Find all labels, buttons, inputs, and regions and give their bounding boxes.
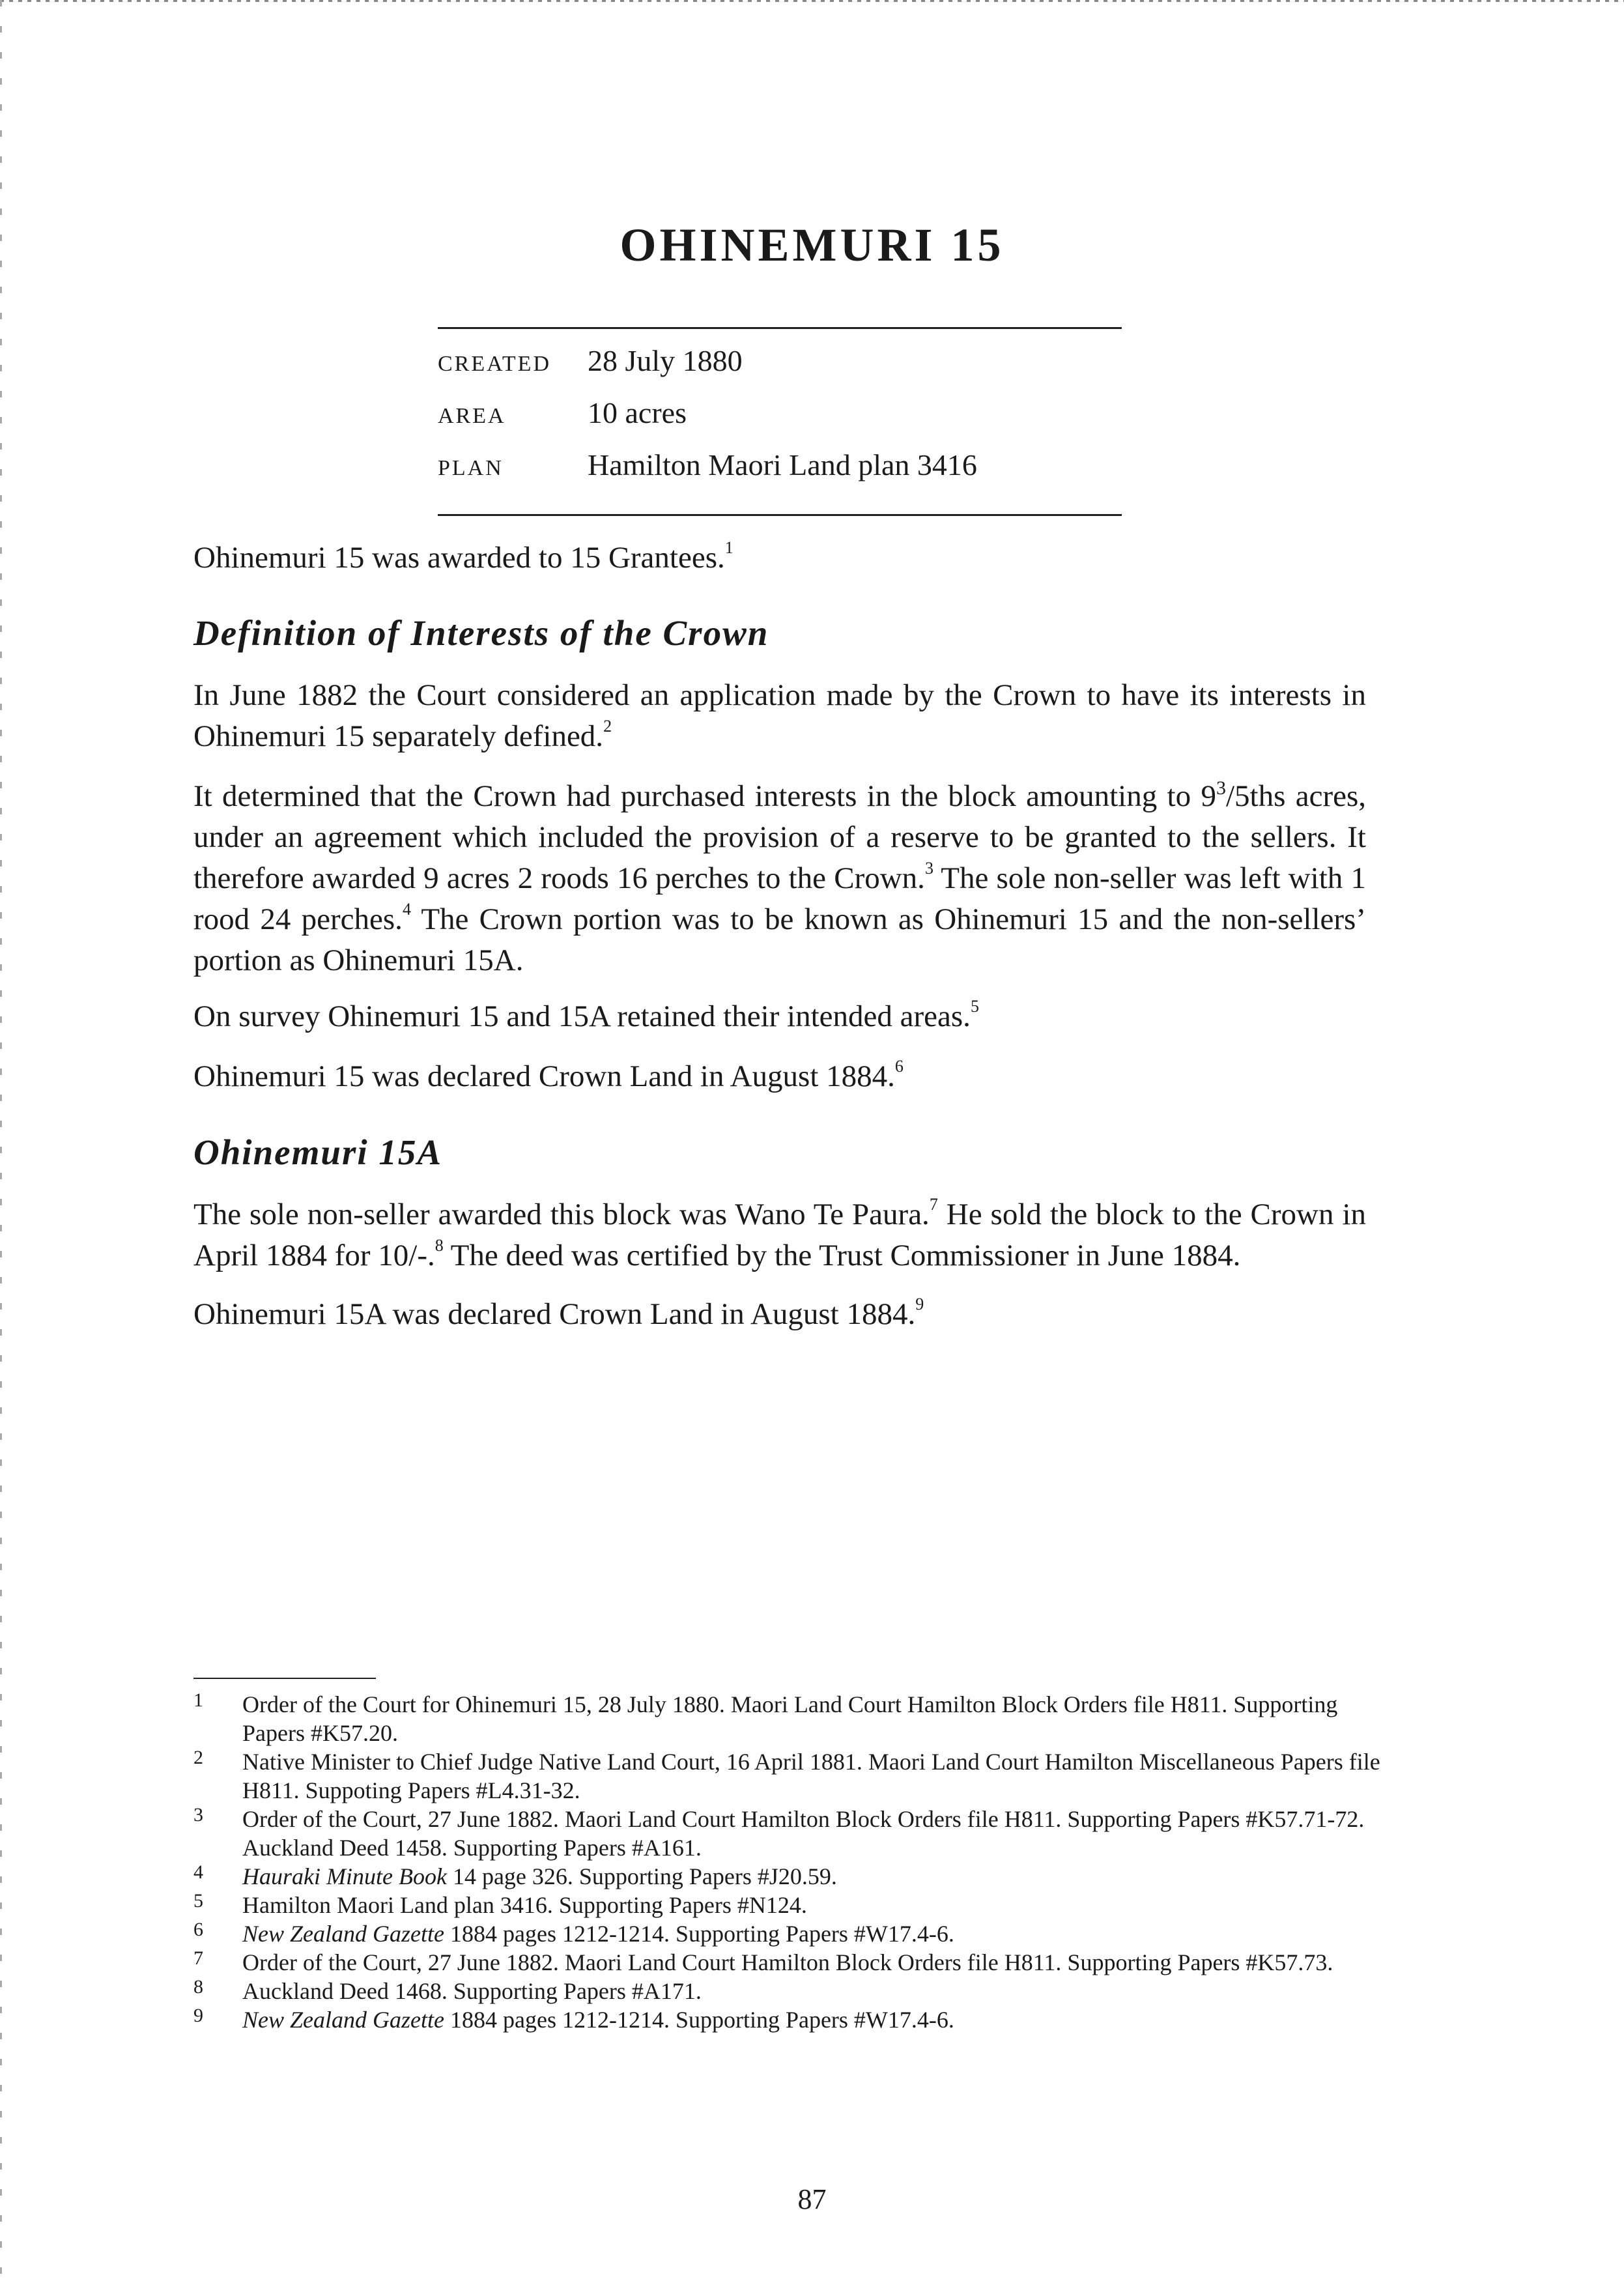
meta-row-plan — [438, 448, 1122, 500]
footnote-text: Hamilton Maori Land plan 3416. Supporting Papers #N124. — [242, 1892, 807, 1918]
paragraph-text: Ohinemuri 15A was declared Crown Land in August 1884. — [193, 1297, 916, 1331]
crown-paragraph-2 — [193, 776, 1366, 981]
footnotes — [193, 1690, 1392, 2034]
paragraph-text: Ohinemuri 15 was declared Crown Land in August 1884. — [193, 1059, 895, 1093]
paragraph-text: /5ths acres, under an agreement which included the provision of a reserve to be granted to the sellers. It therefore awarded 9 acres 2 roods 16 perches to the Crown. — [193, 779, 1366, 895]
footnote-item — [193, 1747, 1392, 1805]
meta-label: CREATED — [438, 352, 551, 376]
footnote-item — [193, 1862, 1392, 1891]
footnote-text: Auckland Deed 1468. Supporting Papers #A171. — [242, 1978, 702, 2004]
crown-paragraph-1 — [193, 675, 1366, 757]
meta-value: 28 July 1880 — [588, 344, 743, 377]
footnote-text: New Zealand Gazette 1884 pages 1212-1214. Supporting Papers #W17.4-6. — [242, 1921, 954, 1947]
footnote-text: Auckland Deed 1458. Supporting Papers #A161. — [242, 1835, 702, 1861]
footnote-ref[interactable]: 9 — [915, 1295, 924, 1313]
meta-value: Hamilton Maori Land plan 3416 — [588, 448, 977, 481]
page-number: 87 — [797, 2183, 827, 2215]
footnote-ref[interactable]: 1 — [724, 538, 734, 557]
footnote-number: 1 — [193, 1689, 203, 1711]
footnote-text: Order of the Court for Ohinemuri 15, 28 July 1880. Maori Land Court Hamilton Block Orders file H811. Supporting Papers #K57.20. — [242, 1691, 1338, 1746]
footnote-item — [193, 1948, 1392, 1977]
footnote-text: New Zealand Gazette 1884 pages 1212-1214. Supporting Papers #W17.4-6. — [242, 2007, 954, 2033]
footnote-ref[interactable]: 4 — [402, 900, 411, 919]
footnote-number: 7 — [193, 1947, 203, 1969]
footnote-item — [193, 1919, 1392, 1948]
footnote-number: 3 — [193, 1804, 203, 1826]
intro-text: Ohinemuri 15 was awarded to 15 Grantees. — [193, 541, 725, 575]
section-heading-crown: Definition of Interests of the Crown — [193, 613, 769, 653]
section-15a-paragraph-1 — [193, 1194, 1366, 1276]
meta-value: 10 acres — [588, 396, 687, 429]
page-top-edge — [0, 0, 1624, 2]
footnote-item — [193, 1690, 1392, 1747]
footnote-text: Native Minister to Chief Judge Native Land Court, 16 April 1881. Maori Land Court Hamilton Miscellaneous Papers file H811. Suppoting Papers #L4.31-32. — [242, 1749, 1380, 1803]
footnote-text: Hauraki Minute Book 14 page 326. Supporting Papers #J20.59. — [242, 1863, 837, 1889]
footnote-number: 4 — [193, 1861, 203, 1883]
footnote-ref[interactable]: 5 — [970, 997, 979, 1016]
footnote-ref[interactable]: 3 — [924, 859, 933, 878]
footnote-item — [193, 2005, 1392, 2034]
paragraph-text: On survey Ohinemuri 15 and 15A retained their intended areas. — [193, 999, 971, 1033]
paragraph-text: The sole non-seller was left with 1 rood 24 perches. — [193, 861, 1366, 936]
footnote-number: 8 — [193, 1976, 203, 1998]
section-heading-15a: Ohinemuri 15A — [193, 1132, 443, 1172]
footnote-number: 6 — [193, 1919, 203, 1940]
footnote-divider — [193, 1678, 376, 1679]
footnote-item — [193, 1891, 1392, 1919]
crown-paragraph-4 — [193, 1056, 1366, 1097]
paragraph-text: He sold the block to the Crown in April 1884 for 10/-. — [193, 1198, 1366, 1272]
footnote-number: 5 — [193, 1890, 203, 1912]
section-15a-paragraph-2 — [193, 1294, 1366, 1335]
footnote-item — [193, 1833, 1392, 1862]
footnote-number: 9 — [193, 2005, 203, 2026]
meta-row-created — [438, 343, 1122, 395]
paragraph-text: The deed was certified by the Trust Commissioner in June 1884. — [443, 1239, 1241, 1272]
paragraph-text: In June 1882 the Court considered an application made by the Crown to have its interests in Ohinemuri 15 separately defined. — [193, 678, 1366, 753]
footnote-ref[interactable]: 6 — [894, 1057, 904, 1076]
meta-label: PLAN — [438, 456, 504, 480]
page-title: OHINEMURI 15 — [620, 219, 1004, 271]
footnote-ref[interactable]: 7 — [929, 1195, 938, 1214]
crown-paragraph-3 — [193, 996, 1366, 1037]
paragraph-text: The Crown portion was to be known as Ohinemuri 15 and the non-sellers’ portion as Ohinemuri 15A. — [193, 902, 1366, 977]
footnote-text: Order of the Court, 27 June 1882. Maori Land Court Hamilton Block Orders file H811. Supporting Papers #K57.73. — [242, 1949, 1333, 1975]
paragraph-text: It determined that the Crown had purchased interests in the block amounting to 9 — [193, 779, 1216, 813]
footnote-ref[interactable]: 8 — [434, 1236, 444, 1255]
paragraph-text: The sole non-seller awarded this block was Wano Te Paura. — [193, 1198, 930, 1231]
meta-row-area — [438, 395, 1122, 448]
fraction-numerator: 3 — [1216, 777, 1226, 799]
footnote-number: 2 — [193, 1747, 203, 1768]
footnote-text: Order of the Court, 27 June 1882. Maori Land Court Hamilton Block Orders file H811. Supporting Papers #K57.71-72. — [242, 1806, 1365, 1832]
footnote-number — [193, 1829, 242, 1858]
page-left-edge — [0, 0, 2, 2281]
footnote-item — [193, 1977, 1392, 2005]
footnote-item — [193, 1805, 1392, 1833]
intro-paragraph — [193, 538, 1366, 579]
meta-label: AREA — [438, 404, 506, 428]
block-meta-table — [438, 327, 1122, 516]
footnote-ref[interactable]: 2 — [603, 717, 612, 736]
